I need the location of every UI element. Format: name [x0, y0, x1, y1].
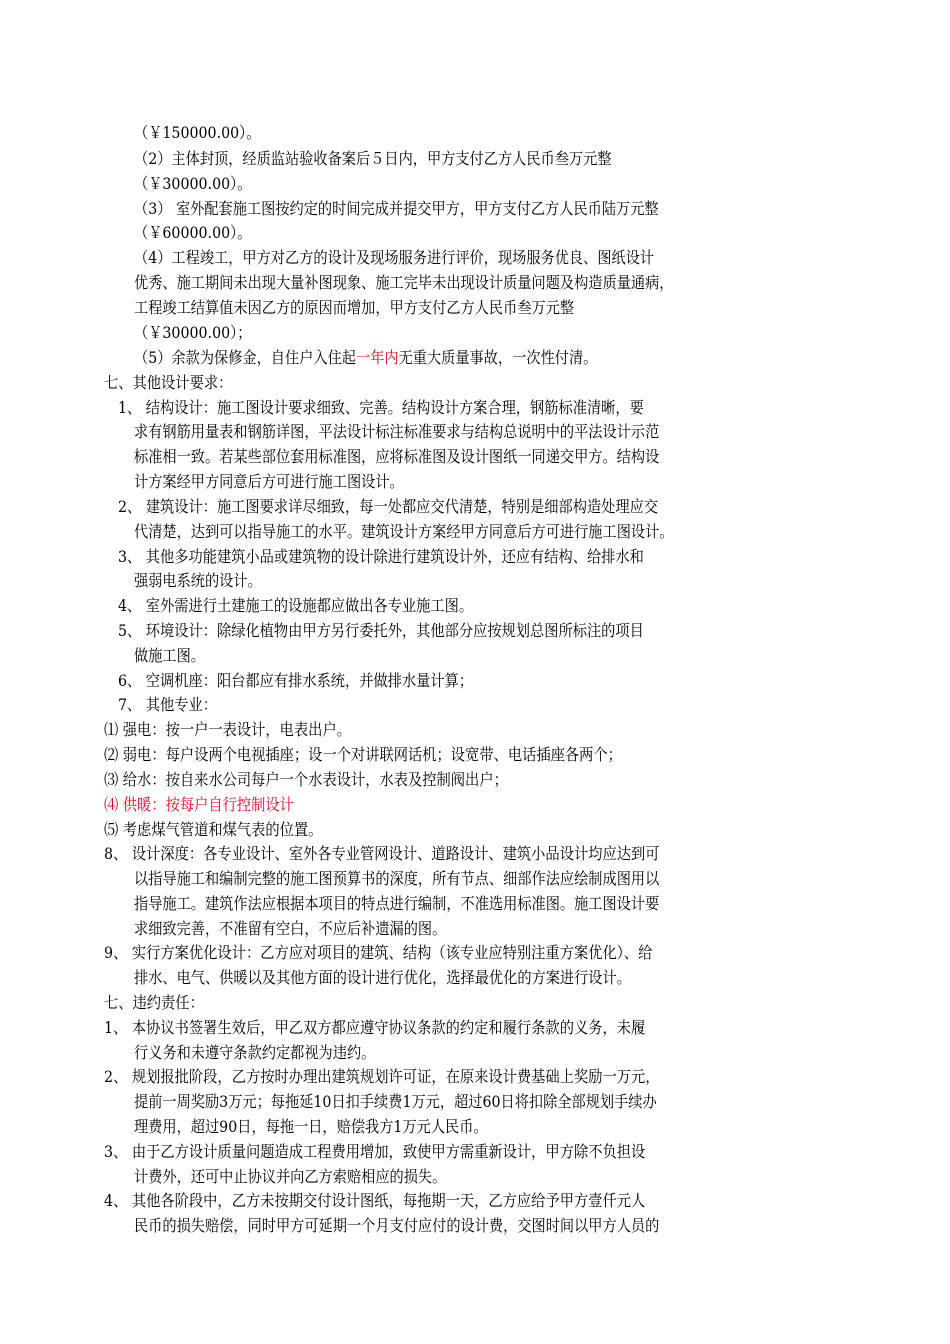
specialty-2: ⑵ 弱电：每户设两个电视插座；设一个对讲联网话机；设宽带、电话插座各两个； [104, 745, 622, 764]
breach-item-2-line-3: 理费用，超过90日，每拖一日，赔偿我方1万元人民币。 [134, 1117, 488, 1136]
breach-item-1-line-1: 1、 本协议书签署生效后，甲乙双方都应遵守协议条款的约定和履行条款的义务，未履 [104, 1018, 646, 1037]
design-item-8-line-1: 8、 设计深度：各专业设计、室外各专业管网设计、道路设计、建筑小品设计均应达到可 [104, 844, 660, 863]
design-item-3-line-2: 强弱电系统的设计。 [134, 571, 262, 590]
design-item-2-line-2: 代清楚，达到可以指导施工的水平。建筑设计方案经甲方同意后方可进行施工图设计。 [134, 522, 674, 541]
design-item-9-line-2: 排水、电气、供暖以及其他方面的设计进行优化，选择最优化的方案进行设计。 [134, 968, 631, 987]
design-item-1-line-3: 标准相一致。若某些部位套用标准图，应将标准图及设计图纸一同递交甲方。结构设 [134, 447, 660, 466]
design-item-8-line-4: 求细致完善，不准留有空白，不应后补遗漏的图。 [134, 919, 447, 938]
design-item-8-line-3: 指导施工。建筑作法应根据本项目的特点进行编制，不准选用标准图。施工图设计要 [134, 894, 660, 913]
breach-item-3-line-2: 计费外，还可中止协议并向乙方索赔相应的损失。 [134, 1167, 447, 1186]
section-heading-design: 七、其他设计要求： [104, 373, 233, 392]
specialty-1: ⑴ 强电：按一户一表设计，电表出户。 [104, 720, 351, 739]
payment-3-line-1: （3） 室外配套施工图按约定的时间完成并提交甲方，甲方支付乙方人民币陆万元整 [134, 199, 659, 218]
design-item-1-line-4: 计方案经甲方同意后方可进行施工图设计。 [134, 472, 404, 491]
payment-4-line-3: 工程竣工结算值未因乙方的原因而增加，甲方支付乙方人民币叁万元整 [134, 298, 575, 317]
breach-item-4-line-1: 4、 其他各阶段中，乙方未按期交付设计图纸，每拖期一天，乙方应给予甲方壹仟元人 [104, 1191, 646, 1210]
breach-item-3-line-1: 3、 由于乙方设计质量问题造成工程费用增加，致使甲方需重新设计，甲方除不负担设 [104, 1142, 646, 1161]
payment-4-line-4: （￥30000.00）； [134, 323, 252, 342]
design-item-2-line-1: 2、 建筑设计：施工图要求详尽细致，每一处都应交代清楚，特别是细部构造处理应交 [118, 497, 659, 516]
payment-5-line [134, 347, 858, 369]
payment-5-text-post: 无重大质量事故，一次性付清。 [398, 348, 598, 367]
payment-3-line-2: （￥60000.00）。 [134, 223, 252, 242]
design-item-5-line-1: 5、 环境设计：除绿化植物由甲方另行委托外，其他部分应按规划总图所标注的项目 [118, 621, 644, 640]
design-item-4: 4、 室外需进行土建施工的设施都应做出各专业施工图。 [118, 596, 474, 615]
design-item-7: 7、 其他专业： [118, 695, 217, 714]
design-item-6: 6、 空调机座：阳台都应有排水系统，并做排水量计算； [118, 671, 474, 690]
design-item-8-line-2: 以指导施工和编制完整的施工图预算书的深度，所有节点、细部作法应绘制成图用以 [134, 869, 660, 888]
payment-2-line-2: （￥30000.00）。 [134, 174, 252, 193]
breach-item-1-line-2: 行义务和未遵守条款约定都视为违约。 [134, 1043, 376, 1062]
specialty-3: ⑶ 给水：按自来水公司每户一个水表设计，水表及控制阀出户； [104, 770, 508, 789]
payment-1-tail: （￥150000.00）。 [134, 123, 261, 142]
specialty-5: ⑸ 考虑煤气管道和煤气表的位置。 [104, 820, 323, 839]
design-item-3-line-1: 3、 其他多功能建筑小品或建筑物的设计除进行建筑设计外，还应有结构、给排水和 [118, 547, 644, 566]
design-item-1-line-1: 1、 结构设计：施工图设计要求细致、完善。结构设计方案合理，钢筋标准清晰，要 [118, 398, 644, 417]
specialty-4-heating: ⑷ 供暖：按每户自行控制设计 [104, 795, 294, 814]
design-item-9-line-1: 9、 实行方案优化设计：乙方应对项目的建筑、结构（该专业应特别注重方案优化）、给 [104, 943, 653, 962]
payment-4-line-1: （4）工程竣工，甲方对乙方的设计及现场服务进行评价，现场服务优良、图纸设计 [134, 248, 655, 267]
payment-2-line-1: （2）主体封顶，经质监站验收备案后５日内，甲方支付乙方人民币叁万元整 [134, 149, 612, 168]
payment-5-highlight: 一年内 [355, 348, 399, 367]
design-item-1-line-2: 求有钢筋用量表和钢筋详图，平法设计标注标准要求与结构总说明中的平法设计示范 [134, 422, 660, 441]
payment-5-text-pre: （5）余款为保修金，自住户入住起 [134, 348, 356, 367]
payment-4-line-2: 优秀、施工期间未出现大量补图现象、施工完毕未出现设计质量问题及构造质量通病， [134, 273, 674, 292]
section-heading-breach: 七、违约责任： [104, 993, 204, 1012]
design-item-5-line-2: 做施工图。 [134, 646, 205, 665]
breach-item-2-line-1: 2、 规划报批阶段，乙方按时办理出建筑规划许可证，在原来设计费基础上奖励一万元， [104, 1067, 660, 1086]
breach-item-4-line-2: 民币的损失赔偿，同时甲方可延期一个月支付应付的设计费，交图时间以甲方人员的 [134, 1216, 660, 1235]
breach-item-2-line-2: 提前一周奖励3万元；每拖延10日扣手续费1万元，超过60日将扣除全部规划手续办 [134, 1092, 657, 1111]
